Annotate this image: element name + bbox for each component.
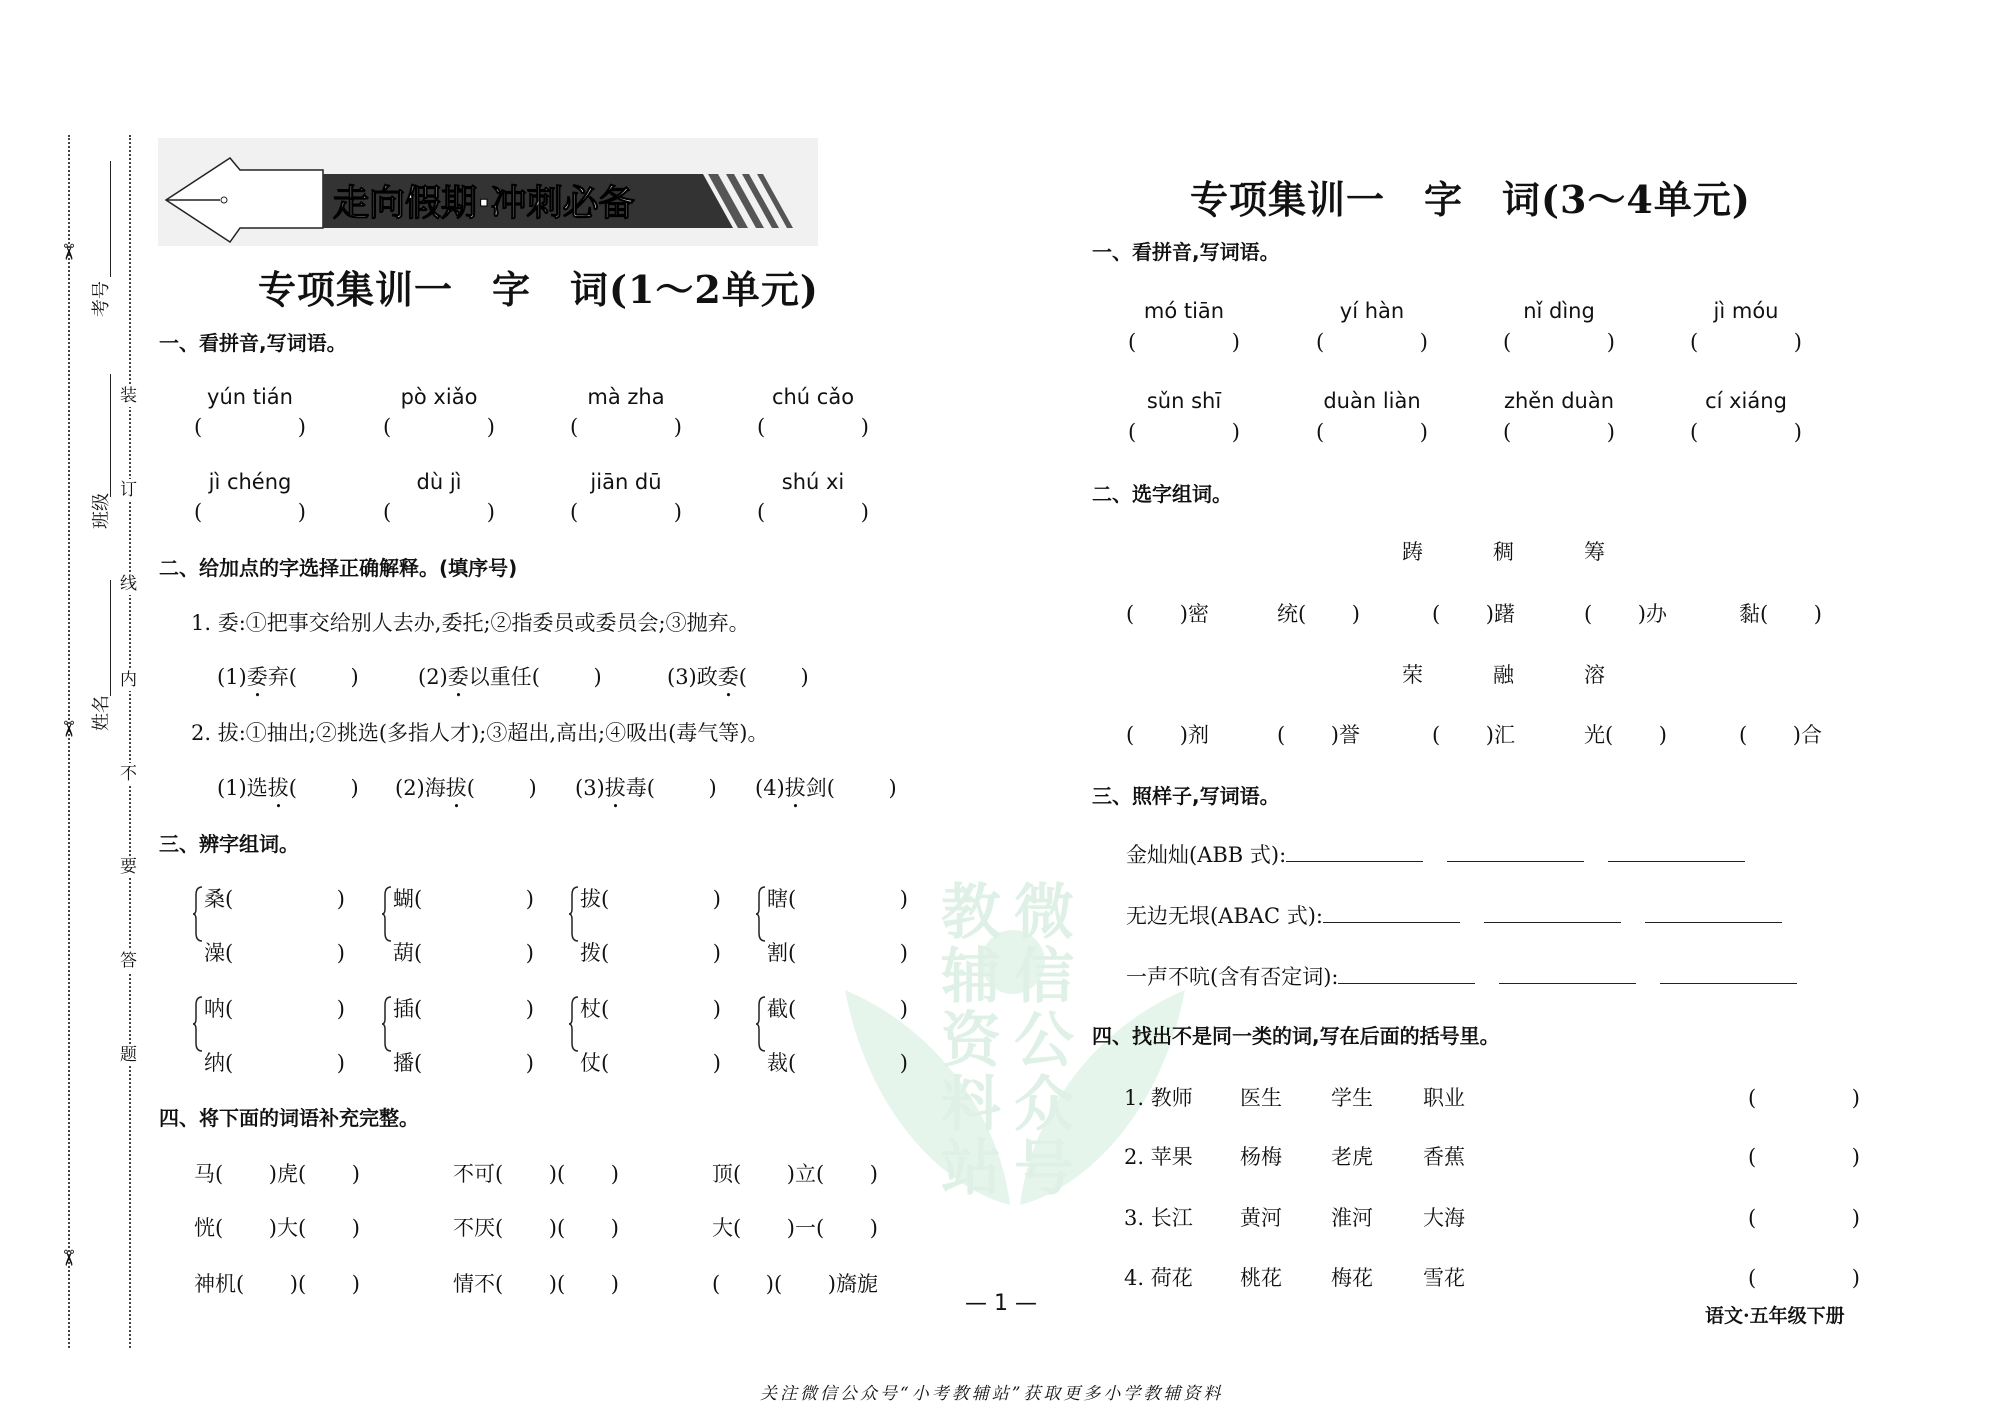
word-part: 办 <box>1646 602 1667 626</box>
page-number: — 1 — <box>965 1291 1037 1316</box>
left-s1-heading: 一、看拼音,写词语。 <box>159 331 347 355</box>
pinyin-label: nǐ dìng <box>1523 299 1595 323</box>
brace-icon <box>755 995 767 1053</box>
word-part: 合 <box>1801 723 1822 747</box>
binding-line <box>129 135 131 1348</box>
item-prefix: (3)政 <box>667 665 718 689</box>
answer-blank[interactable] <box>757 496 869 528</box>
binding-notice-char: 要 <box>120 857 137 877</box>
word-part: 马 <box>194 1162 215 1186</box>
char-compare-item <box>767 993 908 1025</box>
answer-blank-row <box>1690 416 1802 448</box>
answer-blank[interactable] <box>1690 326 1802 358</box>
choice-char: 踌 <box>1402 540 1423 564</box>
answer-blank[interactable] <box>1748 1202 1860 1234</box>
word-part: 密 <box>1188 602 1209 626</box>
answer-blank[interactable] <box>298 1212 360 1244</box>
idiom-fill-item <box>712 1158 878 1190</box>
idiom-fill-item <box>712 1268 878 1300</box>
answer-blank[interactable] <box>788 1047 908 1079</box>
word-option: 香蕉 <box>1423 1145 1465 1169</box>
answer-blank[interactable] <box>414 937 534 969</box>
word-build-item <box>1584 598 1667 630</box>
answer-blank[interactable] <box>225 1047 345 1079</box>
dotted-word-item <box>217 661 359 702</box>
answer-blank-row <box>1748 1082 1860 1114</box>
idiom-fill-item <box>194 1212 360 1244</box>
pinyin-label: zhěn duàn <box>1503 389 1615 413</box>
item-suffix: 以重任 <box>468 665 532 689</box>
answer-blank[interactable] <box>194 496 306 528</box>
idiom-fill-item <box>194 1158 360 1190</box>
answer-blank[interactable] <box>733 1158 795 1190</box>
answer-underline[interactable] <box>1645 900 1782 923</box>
choice-char: 融 <box>1493 663 1514 687</box>
answer-underline[interactable] <box>1660 961 1797 984</box>
word-build-item <box>1126 719 1209 751</box>
word-part: 立 <box>795 1162 816 1186</box>
word-part: 不可 <box>453 1162 495 1186</box>
word-option: 杨梅 <box>1240 1145 1282 1169</box>
item-prefix: (1) <box>217 665 247 689</box>
compare-char: 裁 <box>767 1051 788 1075</box>
word-part: 统 <box>1277 602 1298 626</box>
dotted-char: 拔 <box>784 776 806 800</box>
answer-blank[interactable] <box>1126 598 1188 630</box>
answer-blank[interactable] <box>194 411 306 443</box>
brace-icon <box>381 995 393 1053</box>
word-part: 情不 <box>453 1272 495 1296</box>
word-option: 梅花 <box>1331 1266 1373 1290</box>
answer-blank[interactable] <box>414 1047 534 1079</box>
word-build-item <box>1432 598 1515 630</box>
answer-blank[interactable] <box>1432 598 1494 630</box>
word-part: 誉 <box>1339 723 1360 747</box>
pinyin-label: dù jì <box>416 470 462 494</box>
answer-blank[interactable] <box>1584 598 1646 630</box>
right-s4-heading: 四、找出不是同一类的词,写在后面的括号里。 <box>1092 1024 1500 1048</box>
char-compare-item <box>393 1047 534 1079</box>
answer-blank[interactable] <box>788 937 908 969</box>
answer-blank[interactable] <box>733 1212 795 1244</box>
word-part: 汇 <box>1494 723 1515 747</box>
answer-blank[interactable] <box>414 993 534 1025</box>
scissors-icon: ✂ <box>55 242 81 262</box>
compare-char: 插 <box>393 997 414 1021</box>
left-page-title: 专项集训一 字 词(1～2单元) <box>258 267 819 312</box>
answer-underline[interactable] <box>1499 961 1636 984</box>
dotted-word-item <box>755 772 897 813</box>
pinyin-label: jiān dū <box>590 470 662 494</box>
answer-blank-row <box>1128 416 1240 448</box>
answer-blank[interactable] <box>557 1158 619 1190</box>
answer-blank-row <box>1748 1141 1860 1173</box>
answer-blank[interactable] <box>1277 719 1339 751</box>
answer-blank[interactable] <box>1503 326 1615 358</box>
char-compare-item <box>767 1047 908 1079</box>
pinyin-label: mó tiān <box>1143 299 1225 323</box>
answer-blank[interactable] <box>570 496 682 528</box>
brace-icon <box>381 885 393 943</box>
answer-blank[interactable] <box>1690 416 1802 448</box>
word-part: 躇 <box>1494 602 1515 626</box>
pattern-example: 一声不吭(含有否定词): <box>1126 965 1339 989</box>
answer-blank[interactable] <box>495 1268 557 1300</box>
brace-icon <box>755 885 767 943</box>
answer-blank[interactable] <box>1432 719 1494 751</box>
char-compare-item <box>767 883 908 915</box>
binding-notice-char: 内 <box>120 670 137 690</box>
compare-char: 纳 <box>204 1051 225 1075</box>
char-compare-item <box>393 937 534 969</box>
pattern-row <box>1126 900 1806 932</box>
answer-blank-row <box>383 496 495 528</box>
choice-char: 稠 <box>1493 540 1514 564</box>
answer-blank[interactable] <box>289 661 359 693</box>
answer-blank[interactable] <box>827 772 897 804</box>
word-option: 4. 荷花 <box>1124 1266 1193 1290</box>
cut-line <box>68 135 70 1348</box>
answer-underline[interactable] <box>1338 961 1475 984</box>
answer-blank[interactable] <box>1748 1082 1860 1114</box>
idiom-fill-item <box>453 1212 619 1244</box>
pinyin-label: mà zha <box>587 385 665 409</box>
answer-blank[interactable] <box>601 883 721 915</box>
answer-blank[interactable] <box>788 883 908 915</box>
item-suffix: 剑 <box>805 776 827 800</box>
class-label: 班级 <box>91 493 112 529</box>
char-compare-item <box>580 993 721 1025</box>
compare-char: 杖 <box>580 997 601 1021</box>
answer-blank[interactable] <box>739 661 809 693</box>
brace-icon <box>568 995 580 1053</box>
item-prefix: (2)海 <box>395 776 446 800</box>
item-suffix: 毒 <box>625 776 647 800</box>
char-compare-item <box>767 937 908 969</box>
compare-char: 澡 <box>204 941 225 965</box>
answer-blank-row <box>1128 326 1240 358</box>
pinyin-label: jì móu <box>1713 299 1779 323</box>
word-build-item <box>1126 598 1209 630</box>
compare-char: 瞎 <box>767 887 788 911</box>
binding-notice-char: 不 <box>120 764 137 784</box>
answer-underline[interactable] <box>1286 839 1423 862</box>
item-suffix: 弃 <box>267 665 289 689</box>
answer-blank[interactable] <box>1739 719 1801 751</box>
dotted-char: 委 <box>246 665 268 689</box>
word-option: 1. 教师 <box>1124 1086 1193 1110</box>
word-part: 旖旎 <box>836 1272 878 1296</box>
dotted-word-item <box>418 661 602 702</box>
answer-blank-row <box>1748 1262 1860 1294</box>
answer-blank[interactable] <box>557 1268 619 1300</box>
answer-blank[interactable] <box>225 993 345 1025</box>
answer-blank-row <box>383 411 495 443</box>
idiom-fill-item <box>453 1158 619 1190</box>
compare-char: 割 <box>767 941 788 965</box>
answer-blank[interactable] <box>601 993 721 1025</box>
scissors-icon: ✂ <box>55 1248 81 1268</box>
answer-blank[interactable] <box>1128 416 1240 448</box>
left-s3-heading: 三、辨字组词。 <box>159 832 299 856</box>
word-part: 大 <box>712 1216 733 1240</box>
compare-char: 桑 <box>204 887 225 911</box>
dotted-char: 委 <box>717 665 739 689</box>
answer-blank[interactable] <box>788 993 908 1025</box>
pinyin-label: sǔn shī <box>1146 389 1222 413</box>
item-prefix: (1)选 <box>217 776 268 800</box>
pinyin-label: duàn liàn <box>1323 389 1421 413</box>
answer-blank-row <box>570 411 682 443</box>
answer-blank[interactable] <box>816 1158 878 1190</box>
answer-blank[interactable] <box>467 772 537 804</box>
answer-blank-row <box>194 411 306 443</box>
char-compare-item <box>580 937 721 969</box>
pinyin-label: yún tián <box>207 385 293 409</box>
answer-blank-row <box>570 496 682 528</box>
name-line <box>110 580 111 696</box>
char-compare-item <box>580 883 721 915</box>
compare-char: 呐 <box>204 997 225 1021</box>
answer-blank[interactable] <box>757 411 869 443</box>
answer-underline[interactable] <box>1608 839 1745 862</box>
word-part: 光 <box>1584 723 1605 747</box>
answer-blank[interactable] <box>774 1268 836 1300</box>
compare-char: 截 <box>767 997 788 1021</box>
pattern-row <box>1126 961 1821 993</box>
pinyin-label: yí hàn <box>1339 299 1405 323</box>
word-part: 恍 <box>194 1216 215 1240</box>
dotted-char: 拔 <box>604 776 626 800</box>
book-label: 语文·五年级下册 <box>1705 1305 1845 1327</box>
answer-underline[interactable] <box>1323 900 1460 923</box>
idiom-fill-item <box>194 1268 360 1300</box>
pattern-example: 金灿灿(ABB 式): <box>1126 843 1287 867</box>
pinyin-label: shú xi <box>781 470 845 494</box>
question-1-text: 1. 委:①把事交给别人去办,委托;②指委员或委员会;③抛弃。 <box>191 611 750 635</box>
answer-blank[interactable] <box>1760 598 1822 630</box>
word-option: 桃花 <box>1240 1266 1282 1290</box>
answer-blank[interactable] <box>1503 416 1615 448</box>
answer-blank[interactable] <box>557 1212 619 1244</box>
footer-note: 关注微信公众号“小考教辅站”获取更多小学教辅资料 <box>760 1384 1224 1404</box>
answer-blank[interactable] <box>1748 1262 1860 1294</box>
char-compare-item <box>393 993 534 1025</box>
word-option: 医生 <box>1240 1086 1282 1110</box>
answer-blank-row <box>1748 1202 1860 1234</box>
binding-notice-char: 答 <box>120 951 137 971</box>
class-line <box>110 374 111 497</box>
left-s2-heading: 二、给加点的字选择正确解释。(填序号) <box>159 556 518 580</box>
compare-char: 葫 <box>393 941 414 965</box>
choice-char: 荣 <box>1402 663 1423 687</box>
brace-icon <box>192 995 204 1053</box>
word-build-item <box>1739 719 1822 751</box>
word-part: 虎 <box>277 1162 298 1186</box>
word-build-item <box>1739 598 1822 630</box>
word-option: 2. 苹果 <box>1124 1145 1193 1169</box>
left-s4-heading: 四、将下面的词语补充完整。 <box>159 1106 419 1130</box>
answer-blank[interactable] <box>289 772 359 804</box>
answer-blank[interactable] <box>816 1212 878 1244</box>
brace-icon <box>568 885 580 943</box>
word-part: 神机 <box>194 1272 236 1296</box>
answer-blank[interactable] <box>532 661 602 693</box>
answer-blank[interactable] <box>225 937 345 969</box>
scissors-icon: ✂ <box>55 719 81 739</box>
binding-notice-char: 装 <box>120 386 137 406</box>
answer-underline[interactable] <box>1447 839 1584 862</box>
answer-blank[interactable] <box>647 772 717 804</box>
watermark-line1: 微信公众号 <box>1004 880 1074 1200</box>
char-compare-item <box>393 883 534 915</box>
pinyin-label: cí xiáng <box>1705 389 1787 413</box>
item-prefix: (3) <box>575 776 605 800</box>
answer-blank-row <box>757 411 869 443</box>
idiom-fill-item <box>712 1212 878 1244</box>
exam-number-label: 考号 <box>91 281 112 317</box>
choice-char: 筹 <box>1584 540 1605 564</box>
answer-blank[interactable] <box>1316 416 1428 448</box>
right-s1-heading: 一、看拼音,写词语。 <box>1092 240 1280 264</box>
char-compare-item <box>204 993 345 1025</box>
word-part: 剂 <box>1188 723 1209 747</box>
dotted-word-item <box>575 772 717 813</box>
answer-blank[interactable] <box>383 411 495 443</box>
compare-char: 拨 <box>580 941 601 965</box>
char-compare-item <box>204 1047 345 1079</box>
dotted-word-item <box>217 772 359 813</box>
word-build-item <box>1584 719 1667 751</box>
answer-blank-row <box>1503 416 1615 448</box>
compare-char: 蝴 <box>393 887 414 911</box>
word-build-item <box>1277 598 1360 630</box>
item-prefix: (2) <box>418 665 448 689</box>
binding-notice-char: 线 <box>120 574 137 594</box>
dotted-char: 拔 <box>267 776 289 800</box>
answer-blank[interactable] <box>298 1268 360 1300</box>
answer-blank-row <box>1316 416 1428 448</box>
word-part: 顶 <box>712 1162 733 1186</box>
word-option: 老虎 <box>1331 1145 1373 1169</box>
item-prefix: (4) <box>755 776 785 800</box>
banner <box>158 138 818 246</box>
answer-blank[interactable] <box>495 1158 557 1190</box>
pinyin-label: chú cǎo <box>771 385 855 409</box>
dotted-word-item <box>395 772 537 813</box>
word-build-item <box>1432 719 1515 751</box>
answer-blank[interactable] <box>225 883 345 915</box>
answer-blank-row <box>1503 326 1615 358</box>
word-option: 大海 <box>1423 1206 1465 1230</box>
answer-blank[interactable] <box>236 1268 298 1300</box>
word-part: 黏 <box>1739 602 1760 626</box>
char-compare-item <box>204 883 345 915</box>
word-option: 雪花 <box>1423 1266 1465 1290</box>
idiom-fill-item <box>453 1268 619 1300</box>
watermark-line2: 教辅资料站 <box>931 880 1001 1200</box>
answer-blank[interactable] <box>1126 719 1188 751</box>
word-option: 黄河 <box>1240 1206 1282 1230</box>
answer-blank-row <box>1316 326 1428 358</box>
word-part: 不厌 <box>453 1216 495 1240</box>
word-part: 大 <box>277 1216 298 1240</box>
pinyin-label: jì chéng <box>208 470 292 494</box>
pinyin-label: pò xiǎo <box>400 385 478 409</box>
question-2-text: 2. 拔:①抽出;②挑选(多指人才);③超出,高出;④吸出(毒气等)。 <box>191 721 769 745</box>
answer-blank-row <box>757 496 869 528</box>
brace-icon <box>192 885 204 943</box>
answer-blank[interactable] <box>414 883 534 915</box>
answer-blank[interactable] <box>712 1268 774 1300</box>
right-s2-heading: 二、选字组词。 <box>1092 482 1232 506</box>
right-s3-heading: 三、照样子,写词语。 <box>1092 784 1280 808</box>
word-option: 学生 <box>1331 1086 1373 1110</box>
answer-blank[interactable] <box>215 1212 277 1244</box>
dotted-char: 委 <box>447 665 469 689</box>
answer-blank[interactable] <box>215 1158 277 1190</box>
binding-notice-char: 题 <box>120 1045 137 1065</box>
word-part: 一 <box>795 1216 816 1240</box>
answer-blank[interactable] <box>570 411 682 443</box>
compare-char: 拔 <box>580 887 601 911</box>
answer-blank[interactable] <box>1605 719 1667 751</box>
answer-blank-row <box>1690 326 1802 358</box>
pattern-example: 无边无垠(ABAC 式): <box>1126 904 1323 928</box>
answer-blank[interactable] <box>1298 598 1360 630</box>
compare-char: 播 <box>393 1051 414 1075</box>
word-option: 淮河 <box>1331 1206 1373 1230</box>
word-build-item <box>1277 719 1360 751</box>
word-option: 职业 <box>1423 1086 1465 1110</box>
char-compare-item <box>580 1047 721 1079</box>
answer-blank-row <box>194 496 306 528</box>
answer-blank[interactable] <box>298 1158 360 1190</box>
binding-notice-char: 订 <box>120 480 137 500</box>
answer-underline[interactable] <box>1484 900 1621 923</box>
answer-blank[interactable] <box>1128 326 1240 358</box>
banner-title: 走向假期·冲刺必备 <box>333 183 635 224</box>
choice-char: 溶 <box>1584 663 1605 687</box>
pattern-row <box>1126 839 1769 871</box>
answer-blank[interactable] <box>383 496 495 528</box>
compare-char: 仗 <box>580 1051 601 1075</box>
answer-blank[interactable] <box>1748 1141 1860 1173</box>
answer-blank[interactable] <box>601 1047 721 1079</box>
exam-number-line <box>110 161 111 277</box>
dotted-char: 拔 <box>445 776 467 800</box>
name-label: 姓名 <box>91 695 112 731</box>
answer-blank[interactable] <box>601 937 721 969</box>
word-option: 3. 长江 <box>1124 1206 1193 1230</box>
char-compare-item <box>204 937 345 969</box>
answer-blank[interactable] <box>1316 326 1428 358</box>
answer-blank[interactable] <box>495 1212 557 1244</box>
pen-nib-hole <box>221 197 227 203</box>
dotted-word-item <box>667 661 809 702</box>
right-page-title: 专项集训一 字 词(3～4单元) <box>1190 177 1751 222</box>
